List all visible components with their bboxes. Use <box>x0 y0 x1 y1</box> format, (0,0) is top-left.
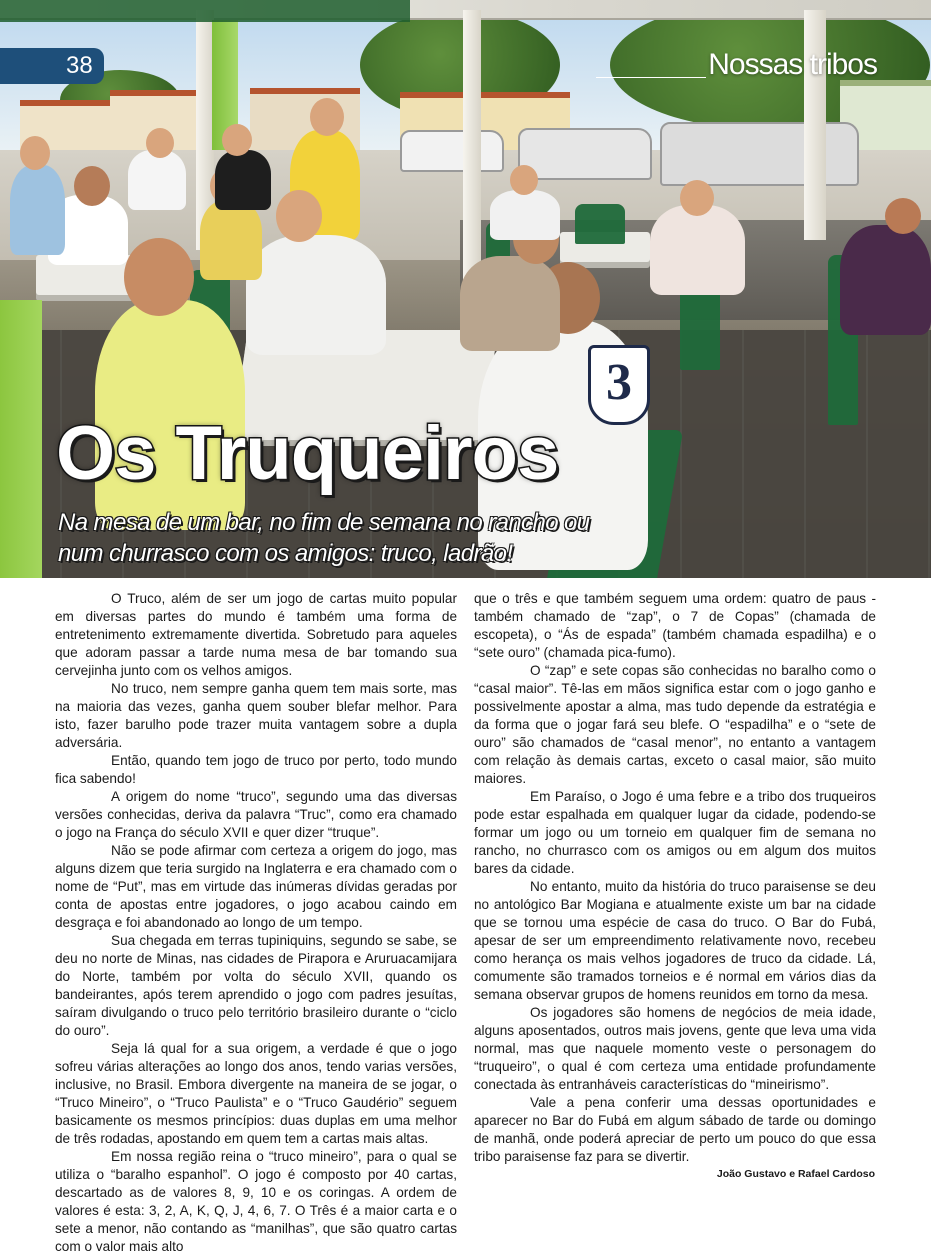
photo-head <box>74 166 110 206</box>
photo-person <box>650 205 745 295</box>
photo-sign-fragment <box>0 0 410 22</box>
photo-head <box>222 124 252 156</box>
paragraph: A origem do nome “truco”, segundo uma das diversas versões conhecidas, deriva da palavra “Truc”, como era chamado o jogo na França do século XVII e quer dizer “truque”. <box>55 789 457 840</box>
photo-head <box>20 136 50 170</box>
photo-person <box>246 235 386 355</box>
photo-head <box>276 190 322 242</box>
jersey-number: 3 <box>606 354 632 411</box>
photo-head <box>680 180 714 216</box>
paragraph: O Truco, além de ser um jogo de cartas muito popular em diversas partes do mundo é também uma forma de entretenimento extremamente divertida. Sobretudo para aqueles que adoram passar a tarde numa mesa de bar tomando sua cervejinha junto com os velhos amigos. <box>55 591 457 678</box>
photo-person <box>490 190 560 240</box>
photo-person <box>200 200 262 280</box>
photo-head <box>885 198 921 234</box>
jersey-number-patch <box>588 345 650 425</box>
photo-car <box>518 128 652 180</box>
photo-person <box>10 165 65 255</box>
subtitle-line: Na mesa de um bar, no fim de semana no rancho ou <box>58 509 590 536</box>
paragraph: Os jogadores são homens de negócios de meia idade, alguns aposentados, outros mais jovens, gente que leva uma vida normal, mas que naquele momento veste o personagem do “truqueiro”, o qual é com certeza uma entidade profundamente conectada às entranháveis características do “mineirismo”. <box>474 1005 876 1092</box>
article-title: Os Truqueiros <box>56 411 559 496</box>
photo-head <box>124 238 194 316</box>
photo-car <box>400 130 504 172</box>
page-number-tab <box>0 48 104 84</box>
photo-head <box>310 98 344 136</box>
paragraph: O “zap” e sete copas são conhecidas no baralho como o “casal maior”. Tê-las em mãos significa estar com o jogo ganho e possivelmente apostar a alma, mas tudo depende da estratégia e da forma que o jogar fará seu blefe. O “espadilha” e o “sete de ouro” são chamados de “casal menor”, no entanto a vantagem com relação às demais cartas, exceto o casal maior, são muito maiores. <box>474 663 876 786</box>
paragraph: No truco, nem sempre ganha quem tem mais sorte, mas na maioria das vezes, ganha quem souber blefar melhor. Para isto, fazer barulho pode trazer muita vantagem sobre a dupla adversária. <box>55 681 457 750</box>
photo-person <box>128 150 186 210</box>
paragraph: No entanto, muito da história do truco paraisense se deu no antológico Bar Mogiana e atualmente existe um bar na cidade que se tornou uma espécie de casa do truco. O Bar do Fubá, apesar de ser um empreendimento relativamente novo, recebeu como herança os mais velhos jogadores de truco da cidade. Lá, comumente são tramados torneios e é normal em vários dias da semana observar grupos de homens reunidos em torno da mesa. <box>474 879 876 1002</box>
paragraph: Sua chegada em terras tupiniquins, segundo se sabe, se deu no norte de Minas, nas cidades de Pirapora e Aruruacamijara do Norte, também por volta do século XVII, quando os bandeirantes, após terem aprendido o jogo com padres jesuítas, saíram divulgando o truco pelo território brasileiro durante o “ciclo do ouro”. <box>55 933 457 1038</box>
paragraph-continuation: que o três e que também seguem uma ordem: quatro de paus - também chamado de “zap”, o 7 de Copas” (chamada de escopeta), o “Ás de espada” (também chamada espadilha) e o “sete ouro” (chamada pica-fumo). <box>474 591 876 660</box>
photo-chair <box>575 204 625 244</box>
paragraph: Em Paraíso, o Jogo é uma febre e a tribo dos truqueiros pode estar espalhada em qualquer lugar da cidade, podendo-se formar um jogo ou um torneio em qualquer fim de semana no rancho, no churrasco com os amigos ou em algum dos muitos bares da cidade. <box>474 789 876 876</box>
paragraph: Em nossa região reina o “truco mineiro”, para o qual se utiliza o “baralho espanhol”. O jogo é composto por 40 cartas, descartado as de valores 8, 9, 10 e os coringas. A ordem de valores é esta: 3, 2, A, K, Q, J, 4, 6, 7. O Três é a maior carta e o sete a menor, não contando as “manilhas”, que são quatro cartas com o valor mais alto <box>55 1149 457 1254</box>
article-byline: João Gustavo e Rafael Cardoso <box>716 1168 875 1180</box>
photo-person <box>840 225 931 335</box>
subtitle-line: num churrasco com os amigos: truco, ladrão! <box>58 540 513 567</box>
paragraph: Não se pode afirmar com certeza a origem do jogo, mas alguns dizem que teria surgido na Inglaterra e era chamado com o nome de “Put”, mas em virtude das inúmeras dívidas geradas por conta de apostas entre jogadores, o jogo acabou caindo em desgraça e foi abandonado ao longo de um tempo. <box>55 843 457 930</box>
article-subtitle <box>58 507 698 569</box>
section-title: Nossas tribos <box>708 48 877 81</box>
photo-person <box>460 256 560 351</box>
paragraph: Então, quando tem jogo de truco por perto, todo mundo fica sabendo! <box>55 753 457 786</box>
photo-green-wall <box>0 300 42 578</box>
article-column-right <box>474 590 876 1166</box>
photo-head <box>146 128 174 158</box>
photo-car <box>660 122 859 186</box>
paragraph: Seja lá qual for a sua origem, a verdade é que o jogo sofreu várias alterações ao longo dos anos, tendo varias versões, inclusive, no Brasil. Embora divergente na maneira de se jogar, o “Truco Mineiro”, o “Truco Paulista” e o “Truco Gaudério” seguem basicamente os mesmos princípios: duas duplas em uma melhor de três rodadas, apostando em quem tem a cartas mais altas. <box>55 1041 457 1146</box>
photo-head <box>510 165 538 195</box>
photo-pillar <box>804 10 826 240</box>
page-number: 38 <box>66 52 93 79</box>
section-rule <box>596 77 706 78</box>
article-column-left <box>55 590 457 1256</box>
paragraph: Vale a pena conferir uma dessas oportunidades e aparecer no Bar do Fubá em algum sábado de tarde ou domingo de manhã, onde poderá apreciar de perto um pouco do que essa tribo paraisense faz para se divertir. <box>474 1095 876 1164</box>
photo-person <box>215 150 271 210</box>
